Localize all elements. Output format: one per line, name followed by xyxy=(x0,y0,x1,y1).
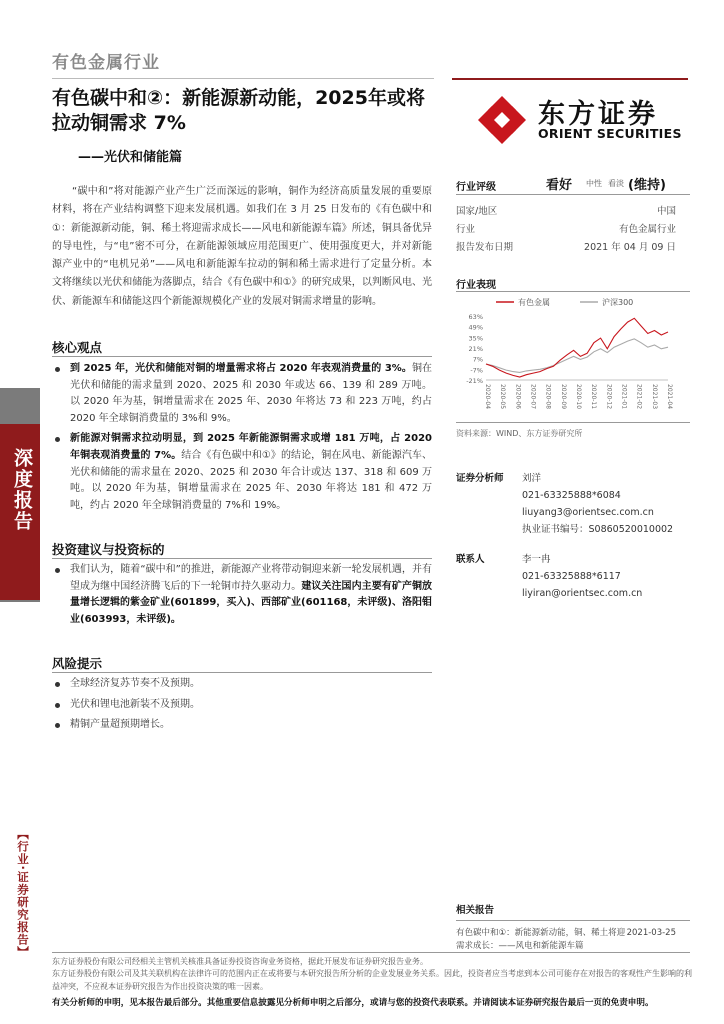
series-line xyxy=(486,339,668,373)
related-title[interactable]: 有色碳中和①：新能源新动能，铜、稀土将迎需求成长：——风电和新能源车篇 xyxy=(456,928,626,951)
footer-disclaimer: 有关分析师的申明，见本报告最后部分。其他重要信息披露见分析师申明之后部分，或请与您的投资代表联系。并请阅读本证券研究报告最后一页的免责申明。 xyxy=(52,998,654,1009)
core-item-text: 铜在光伏和储能的需求量到 2020、2025 和 2030 年或达 66、139 和 289 万吨。以 2020 年为基，铜增量需求在 2025 年、2030 年将达 73 和 223 万吨，约占 2020 年全球铜消费量的 3%和 9%。 xyxy=(70,363,432,424)
rating-box xyxy=(456,170,690,253)
x-tick-label: 2021-04 xyxy=(666,384,673,410)
related-item[interactable] xyxy=(456,927,690,953)
core-item-lead: 新能源对铜需求拉动明显，到 2025 年新能源铜需求或增 181 万吨，占 2020 年铜表观消费量的 7%。 xyxy=(70,433,432,461)
x-tick-label: 2021-01 xyxy=(620,384,628,410)
bullet-icon xyxy=(55,703,60,708)
rating-row xyxy=(456,170,690,195)
core-item xyxy=(52,361,432,427)
contact-details xyxy=(522,551,642,602)
info-key: 行业 xyxy=(456,224,476,235)
related-date: 2021-03-25 xyxy=(626,928,676,938)
y-tick-label: 63% xyxy=(468,313,483,321)
risk-item xyxy=(52,717,432,734)
x-tick-label: 2020-06 xyxy=(514,384,522,410)
report-subtitle: ——光伏和储能篇 xyxy=(78,150,183,165)
bullet-icon xyxy=(55,723,60,728)
contact-name: 李一冉 xyxy=(522,554,551,565)
analyst-phone: 021-63325888*6084 xyxy=(522,490,621,501)
contact-role: 联系人 xyxy=(456,554,485,565)
info-value: 有色金属行业 xyxy=(618,224,676,235)
y-tick-label: -7% xyxy=(470,366,483,375)
rating-option-neutral: 中性 xyxy=(586,179,602,188)
related-heading: 相关报告 xyxy=(456,902,690,921)
invest-rule xyxy=(52,558,432,559)
report-type-label: 深度报告 xyxy=(11,448,33,532)
risk-heading: 风险提示 xyxy=(52,656,103,671)
info-key: 国家/地区 xyxy=(456,206,498,217)
risk-item xyxy=(52,697,432,714)
logo-text-cn: 东方证券 xyxy=(538,99,658,130)
x-tick-label: 2020-08 xyxy=(544,384,552,410)
info-row xyxy=(456,235,690,253)
analyst-license: 执业证书编号：S0860520010002 xyxy=(522,524,674,535)
invest-picks: 建议关注国内主要有矿产铜放量增长逻辑的紫金矿业(601899，买入)、西部矿业(601168，未评级)、洛阳钼业(603993，未评级)。 xyxy=(70,580,433,625)
invest-item xyxy=(52,562,432,628)
risk-text: 光伏和锂电池新装不及预期。 xyxy=(70,698,200,710)
invest-heading: 投资建议与投资标的 xyxy=(52,542,165,557)
rating-label: 行业评级 xyxy=(456,182,496,193)
rating-status: (维持) xyxy=(628,178,666,193)
legend-label: 沪深300 xyxy=(602,298,634,307)
x-tick-label: 2020-04 xyxy=(484,384,491,410)
performance-heading: 行业表现 xyxy=(456,272,690,292)
analyst-name: 刘洋 xyxy=(522,473,542,484)
info-value: 2021 年 04 月 09 日 xyxy=(584,242,676,253)
info-row xyxy=(456,199,690,217)
invest-list xyxy=(52,562,432,632)
analyst-email[interactable]: liuyang3@orientsec.com.cn xyxy=(522,507,654,518)
risk-text: 精铜产量超预期增长。 xyxy=(70,719,170,731)
x-tick-label: 2020-09 xyxy=(559,384,567,410)
info-row xyxy=(456,217,690,235)
x-tick-label: 2020-11 xyxy=(590,384,598,410)
x-tick-label: 2021-03 xyxy=(650,384,658,410)
invest-text: 我们认为，随着“碳中和”的推进，新能源产业将带动铜迎来新一轮发展机遇，并有望成为继中国经济腾飞后的下一轮铜市持久驱动力。 xyxy=(70,564,432,592)
contact-email[interactable]: liyiran@orientsec.com.cn xyxy=(522,588,643,599)
risk-item xyxy=(52,676,432,693)
risk-rule xyxy=(52,672,432,673)
y-tick-label: 21% xyxy=(468,345,483,353)
header-rule xyxy=(452,78,688,80)
related-reports xyxy=(456,902,690,953)
bullet-icon xyxy=(55,437,60,442)
footer-rule xyxy=(52,952,690,953)
core-rule xyxy=(52,356,432,357)
analyst-details xyxy=(522,470,673,538)
rating-current: 看好 xyxy=(546,178,573,193)
info-value: 中国 xyxy=(656,206,676,217)
footer-line: 东方证券股份有限公司及其关联机构在法律许可的范围内正在或将要与本研究报告所分析的企业发展业务关系。因此，投资者应当考虑到本公司可能存在对报告的客观性产生影响的利益冲突，不应视本证券研究报告为作出投资决策的唯一因素。 xyxy=(52,969,692,991)
x-tick-label: 2020-12 xyxy=(605,384,613,410)
performance-chart-svg xyxy=(456,294,690,422)
title-divider xyxy=(52,78,434,79)
footer-line: 东方证券股份有限公司经相关主管机关核准具备证券投资咨询业务资格，据此开展发布证券研究报告业务。 xyxy=(52,957,428,966)
bullet-icon xyxy=(55,568,60,573)
core-heading: 核心观点 xyxy=(52,340,103,355)
risk-text: 全球经济复苏节奏不及预期。 xyxy=(70,678,200,689)
analyst-role: 证券分析师 xyxy=(456,473,504,484)
intro-paragraph: “碳中和”将对能源产业产生广泛而深远的影响，铜作为经济高质量发展的重要原材料，将在产业结构调整下迎来发展机遇。如我们在 3 月 25 日发布的《有色碳中和①：新能源新动能，铜、稀土将迎需求成长——风电和新能源车篇》所述，铜具备优异的导电性，与“电”密不可分，在新能源领域应用范围更广、使用强度更大，并对新能源产业中的“电机兄弟”——风电和新能源车拉动的铜和稀土需求进行了定量分析。本文将继续以光伏和储能为落脚点，结合《有色碳中和①》的研究成果，以判断风电、光伏、新能源车和储能这四个新能源规模化产业的发展对铜需求增量的影响。 xyxy=(52,186,432,307)
y-tick-label: 35% xyxy=(468,334,483,343)
footer xyxy=(52,956,692,1010)
x-tick-label: 2020-10 xyxy=(575,384,582,410)
chart-source: 资料来源：WIND、东方证券研究所 xyxy=(456,429,583,438)
rating-option-negative: 看淡 xyxy=(608,179,624,188)
chart-rule xyxy=(456,422,690,423)
bullet-icon xyxy=(55,682,60,687)
bullet-icon xyxy=(55,367,60,372)
x-tick-label: 2020-05 xyxy=(499,384,507,410)
report-title: 有色碳中和②：新能源新动能，2025年或将拉动铜需求 7% xyxy=(52,87,425,134)
y-tick-label: 49% xyxy=(468,323,483,332)
core-item xyxy=(52,431,432,514)
logo-text-en: ORIENT SECURITIES xyxy=(538,126,682,141)
x-tick-label: 2021-02 xyxy=(635,384,643,410)
report-category-label: 【行业·证券研究报告】 xyxy=(16,828,30,959)
sector-title: 有色金属行业 xyxy=(52,53,160,73)
core-item-lead: 到 2025 年，光伏和储能对铜的增量需求将占 2020 年表观消费量的 3%。 xyxy=(70,363,412,374)
core-list xyxy=(52,361,432,518)
y-tick-label: 7% xyxy=(472,355,483,364)
performance-chart xyxy=(456,294,690,422)
series-line xyxy=(486,318,668,377)
info-key: 报告发布日期 xyxy=(456,242,514,253)
risk-list xyxy=(52,676,432,738)
core-item-text: 结合《有色碳中和①》的结论，铜在风电、新能源汽车、光伏和储能的需求量在 2020、2025 和 2030 年合计或达 137、318 和 609 万吨。以 2020 年为基，铜增量需求在 2025 年、2030 年将达 181 和 472 万吨，约占 2020 年全球铜消费量的 7%和 19%。 xyxy=(70,449,432,511)
contact-phone: 021-63325888*6117 xyxy=(522,571,621,582)
y-tick-label: -21% xyxy=(466,377,483,385)
x-tick-label: 2020-07 xyxy=(529,384,537,410)
legend-label: 有色金属 xyxy=(518,298,550,307)
